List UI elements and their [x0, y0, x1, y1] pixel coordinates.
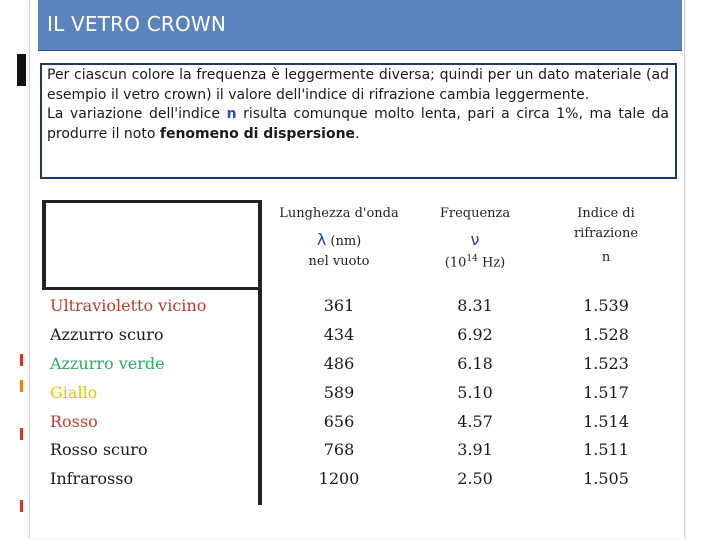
intro-line-2-before: La variazione dell'indice [47, 106, 227, 123]
accent-tick-red [20, 500, 23, 512]
frequency-cell: 8.31 [457, 296, 493, 315]
index-cell: 1.517 [583, 383, 629, 402]
row-label: Azzurro scuro [50, 325, 164, 344]
header-wavelength-line-3: nel vuoto [308, 254, 370, 269]
intro-line-2-middle: risulta comunque molto lenta, pari a circa 1%, ma tale da produrre il noto [47, 106, 670, 142]
frequency-cell: 6.18 [457, 354, 493, 373]
header-frequency [420, 206, 530, 270]
row-label: Azzurro verde [50, 354, 165, 373]
wavelength-cell: 434 [323, 325, 355, 344]
frequency-cell: 3.91 [457, 440, 493, 459]
header-wavelength [268, 206, 410, 269]
accent-tick-orange [20, 380, 23, 392]
frequency-cell: 6.92 [457, 325, 493, 344]
header-frequency-unit-prefix: (10 [444, 255, 467, 271]
accent-bar [17, 54, 26, 86]
index-symbol: n [226, 106, 237, 123]
wavelength-cell: 589 [323, 383, 355, 402]
wavelength-cell: 486 [323, 354, 355, 373]
index-cell: 1.505 [583, 469, 629, 488]
wavelength-cell: 1200 [318, 469, 360, 488]
accent-tick-red [20, 354, 23, 366]
wavelength-cell: 361 [323, 296, 355, 315]
dispersion-term: fenomeno di dispersione [159, 125, 356, 142]
nu-symbol: ν [470, 230, 480, 249]
intro-line-1: Per ciascun colore la frequenza è leggermente diversa; quindi per un dato materiale (ad esempio il vetro crown) il valore dell'indice di rifrazione cambia leggermente. [47, 67, 669, 103]
header-index-line-1: Indice di [577, 206, 635, 221]
header-index-line-2: rifrazione [573, 226, 639, 241]
header-index-symbol: n [601, 250, 611, 265]
frequency-cell: 4.57 [457, 412, 493, 431]
row-label: Rosso [50, 412, 98, 431]
index-cell: 1.511 [583, 440, 629, 459]
header-frequency-line-1: Frequenza [439, 206, 511, 221]
table-header-divider [42, 287, 262, 290]
row-label: Giallo [50, 383, 98, 402]
row-label: Rosso scuro [50, 440, 148, 459]
index-cell: 1.523 [583, 354, 629, 373]
frequency-cell: 5.10 [457, 383, 493, 402]
index-cell: 1.514 [583, 412, 629, 431]
header-frequency-unit-suffix: Hz) [477, 255, 506, 271]
intro-line-2-end: . [355, 125, 360, 142]
header-wavelength-line-1: Lunghezza d'onda [279, 206, 399, 221]
accent-tick-red [20, 428, 23, 440]
table-border-divider [258, 200, 262, 505]
wavelength-cell: 656 [323, 412, 355, 431]
header-index [550, 206, 662, 265]
frequency-cell: 2.50 [457, 469, 493, 488]
slide-title: IL VETRO CROWN [47, 12, 227, 36]
lambda-symbol: λ [316, 230, 327, 249]
intro-paragraph [47, 66, 669, 144]
row-label: Infrarosso [50, 469, 134, 488]
header-frequency-unit-exp: 14 [466, 254, 478, 264]
index-cell: 1.539 [583, 296, 629, 315]
header-wavelength-unit: (nm) [330, 234, 362, 249]
table-border-left [42, 200, 46, 290]
table-border-top [42, 200, 262, 203]
wavelength-cell: 768 [323, 440, 355, 459]
row-label: Ultravioletto vicino [50, 296, 207, 315]
index-cell: 1.528 [583, 325, 629, 344]
